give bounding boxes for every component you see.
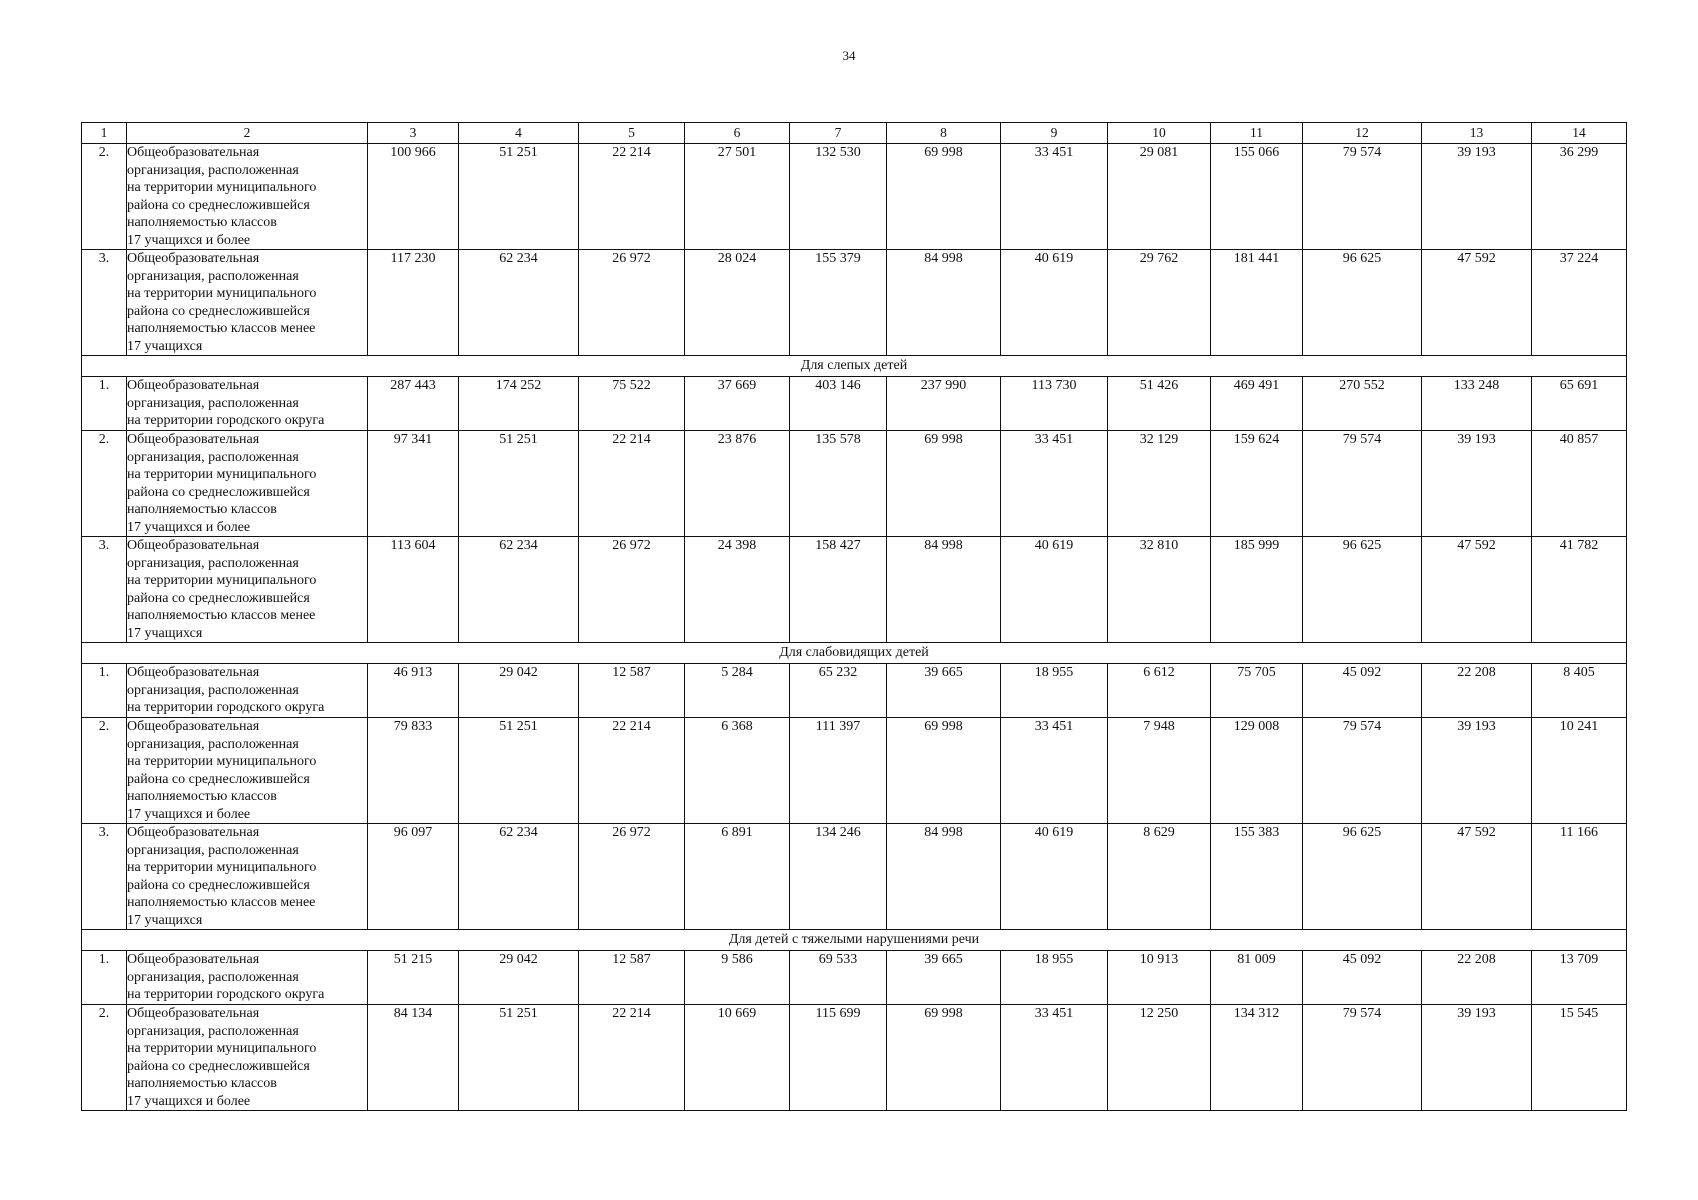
organization-name-line: наполняемостью классов менее [127,608,316,623]
value-cell-col-13: 22 208 [1422,664,1532,718]
organization-name-line: на территории муниципального [127,860,317,875]
value-cell-col-3: 79 833 [368,718,459,824]
column-number-7: 7 [790,123,887,144]
value-cell-col-9: 18 955 [1001,664,1108,718]
value-cell-col-11: 129 008 [1211,718,1303,824]
value-cell-col-5: 12 587 [579,951,685,1005]
organization-name-line: района со среднесложившейся [127,303,310,319]
value-cell-col-8: 39 665 [887,664,1001,718]
organization-name-line: 17 учащихся и более [127,1093,251,1109]
value-cell-col-7: 135 578 [790,431,887,537]
value-cell-col-11: 75 705 [1211,664,1303,718]
organization-name-line: Общеобразовательная [127,1006,260,1021]
section-title: Для слабовидящих детей [82,643,1627,664]
section-title: Для детей с тяжелыми нарушениями речи [82,930,1627,951]
organization-name-line: Общеобразовательная [127,825,260,840]
organization-name-line: организация, расположенная [127,842,299,858]
organization-name-line: наполняемостью классов [127,1076,277,1091]
organization-name-line: организация, расположенная [127,268,299,284]
organization-name-line: на территории городского округа [127,987,325,1002]
value-cell-col-14: 36 299 [1532,144,1627,250]
column-number-4: 4 [459,123,579,144]
value-cell-col-13: 39 193 [1422,431,1532,537]
value-cell-col-9: 33 451 [1001,144,1108,250]
organization-name-line: 17 учащихся [127,625,203,641]
organization-name-line: Общеобразовательная [127,538,260,553]
value-cell-col-12: 96 625 [1303,250,1422,356]
column-number-5: 5 [579,123,685,144]
value-cell-col-9: 40 619 [1001,824,1108,930]
organization-name-line: района со среднесложившейся [127,1058,310,1074]
value-cell-col-9: 40 619 [1001,537,1108,643]
value-cell-col-4: 174 252 [459,377,579,431]
value-cell-col-3: 51 215 [368,951,459,1005]
organization-name-line: 17 учащихся и более [127,232,251,248]
organization-name-line: Общеобразовательная [127,378,260,393]
value-cell-col-6: 10 669 [685,1005,790,1111]
organization-name-line: района со среднесложившейся [127,877,310,893]
table-row [82,718,1627,824]
column-number-2: 2 [127,123,368,144]
value-cell-col-10: 29 081 [1108,144,1211,250]
value-cell-col-6: 24 398 [685,537,790,643]
table-row [82,431,1627,537]
value-cell-col-7: 69 533 [790,951,887,1005]
value-cell-col-5: 75 522 [579,377,685,431]
value-cell-col-13: 47 592 [1422,824,1532,930]
value-cell-col-12: 79 574 [1303,144,1422,250]
organization-name-line: наполняемостью классов менее [127,321,316,336]
table-row [82,250,1627,356]
value-cell-col-4: 29 042 [459,951,579,1005]
value-cell-col-11: 155 066 [1211,144,1303,250]
value-cell-col-12: 45 092 [1303,951,1422,1005]
value-cell-col-6: 5 284 [685,664,790,718]
organization-name-line: 17 учащихся [127,338,203,354]
organization-name [127,250,368,356]
value-cell-col-14: 13 709 [1532,951,1627,1005]
value-cell-col-9: 33 451 [1001,718,1108,824]
value-cell-col-8: 84 998 [887,537,1001,643]
value-cell-col-10: 51 426 [1108,377,1211,431]
column-number-3: 3 [368,123,459,144]
value-cell-col-6: 28 024 [685,250,790,356]
organization-name-line: организация, расположенная [127,1023,299,1039]
value-cell-col-5: 26 972 [579,824,685,930]
organization-name-line: на территории муниципального [127,1041,317,1056]
value-cell-col-6: 6 891 [685,824,790,930]
value-cell-col-10: 12 250 [1108,1005,1211,1111]
organization-name-line: Общеобразовательная [127,665,260,680]
value-cell-col-9: 33 451 [1001,431,1108,537]
value-cell-col-6: 6 368 [685,718,790,824]
value-cell-col-13: 22 208 [1422,951,1532,1005]
value-cell-col-11: 469 491 [1211,377,1303,431]
value-cell-col-3: 96 097 [368,824,459,930]
organization-name-line: на территории городского округа [127,700,325,715]
value-cell-col-11: 185 999 [1211,537,1303,643]
organization-name-line: организация, расположенная [127,555,299,571]
value-cell-col-12: 96 625 [1303,537,1422,643]
value-cell-col-14: 37 224 [1532,250,1627,356]
organization-name-line: Общеобразовательная [127,719,260,734]
table-body [82,144,1627,1111]
value-cell-col-13: 39 193 [1422,1005,1532,1111]
column-number-8: 8 [887,123,1001,144]
value-cell-col-5: 22 214 [579,1005,685,1111]
organization-name [127,144,368,250]
row-index: 1. [82,377,127,431]
value-cell-col-4: 29 042 [459,664,579,718]
value-cell-col-12: 45 092 [1303,664,1422,718]
value-cell-col-5: 22 214 [579,144,685,250]
value-cell-col-7: 155 379 [790,250,887,356]
value-cell-col-10: 10 913 [1108,951,1211,1005]
organization-name [127,951,368,1005]
value-cell-col-8: 69 998 [887,144,1001,250]
table-row [82,664,1627,718]
organization-name-line: Общеобразовательная [127,251,260,266]
organization-name-line: Общеобразовательная [127,145,260,160]
organization-name [127,377,368,431]
value-cell-col-8: 237 990 [887,377,1001,431]
organization-name-line: организация, расположенная [127,969,299,985]
table-row [82,377,1627,431]
value-cell-col-10: 7 948 [1108,718,1211,824]
value-cell-col-4: 51 251 [459,431,579,537]
value-cell-col-4: 51 251 [459,144,579,250]
value-cell-col-4: 51 251 [459,1005,579,1111]
organization-name-line: 17 учащихся [127,912,203,928]
organization-name-line: организация, расположенная [127,736,299,752]
value-cell-col-13: 47 592 [1422,250,1532,356]
organization-name-line: организация, расположенная [127,395,299,411]
organization-name-line: района со среднесложившейся [127,484,310,500]
row-index: 3. [82,537,127,643]
column-number-6: 6 [685,123,790,144]
data-table [81,122,1627,1111]
value-cell-col-6: 37 669 [685,377,790,431]
value-cell-col-7: 111 397 [790,718,887,824]
value-cell-col-8: 39 665 [887,951,1001,1005]
value-cell-col-14: 40 857 [1532,431,1627,537]
value-cell-col-10: 8 629 [1108,824,1211,930]
value-cell-col-7: 65 232 [790,664,887,718]
value-cell-col-6: 23 876 [685,431,790,537]
value-cell-col-9: 18 955 [1001,951,1108,1005]
organization-name [127,664,368,718]
organization-name-line: 17 учащихся и более [127,806,251,822]
organization-name [127,824,368,930]
organization-name [127,718,368,824]
value-cell-col-11: 181 441 [1211,250,1303,356]
value-cell-col-14: 10 241 [1532,718,1627,824]
row-index: 2. [82,718,127,824]
value-cell-col-13: 39 193 [1422,718,1532,824]
page-number: 34 [842,48,856,63]
value-cell-col-7: 403 146 [790,377,887,431]
column-number-14: 14 [1532,123,1627,144]
organization-name-line: наполняемостью классов менее [127,895,316,910]
value-cell-col-4: 62 234 [459,250,579,356]
value-cell-col-13: 39 193 [1422,144,1532,250]
value-cell-col-4: 62 234 [459,537,579,643]
value-cell-col-9: 33 451 [1001,1005,1108,1111]
organization-name-line: организация, расположенная [127,682,299,698]
value-cell-col-10: 29 762 [1108,250,1211,356]
value-cell-col-12: 79 574 [1303,1005,1422,1111]
value-cell-col-8: 69 998 [887,718,1001,824]
table-row [82,951,1627,1005]
value-cell-col-7: 134 246 [790,824,887,930]
organization-name-line: организация, расположенная [127,162,299,178]
value-cell-col-3: 113 604 [368,537,459,643]
value-cell-col-13: 47 592 [1422,537,1532,643]
value-cell-col-11: 134 312 [1211,1005,1303,1111]
table-row [82,537,1627,643]
organization-name-line: района со среднесложившейся [127,197,310,213]
value-cell-col-5: 12 587 [579,664,685,718]
organization-name-line: Общеобразовательная [127,952,260,967]
value-cell-col-9: 113 730 [1001,377,1108,431]
value-cell-col-11: 159 624 [1211,431,1303,537]
value-cell-col-8: 84 998 [887,250,1001,356]
value-cell-col-6: 27 501 [685,144,790,250]
table-row [82,144,1627,250]
value-cell-col-14: 15 545 [1532,1005,1627,1111]
value-cell-col-6: 9 586 [685,951,790,1005]
value-cell-col-12: 96 625 [1303,824,1422,930]
organization-name-line: наполняемостью классов [127,215,277,230]
value-cell-col-5: 26 972 [579,537,685,643]
organization-name-line: наполняемостью классов [127,789,277,804]
value-cell-col-3: 84 134 [368,1005,459,1111]
column-number-10: 10 [1108,123,1211,144]
organization-name [127,537,368,643]
value-cell-col-13: 133 248 [1422,377,1532,431]
column-number-12: 12 [1303,123,1422,144]
value-cell-col-10: 32 129 [1108,431,1211,537]
organization-name-line: на территории муниципального [127,573,317,588]
value-cell-col-5: 22 214 [579,431,685,537]
value-cell-col-7: 158 427 [790,537,887,643]
value-cell-col-14: 8 405 [1532,664,1627,718]
value-cell-col-10: 32 810 [1108,537,1211,643]
row-index: 2. [82,144,127,250]
organization-name-line: наполняемостью классов [127,502,277,517]
organization-name-line: района со среднесложившейся [127,590,310,606]
value-cell-col-3: 100 966 [368,144,459,250]
section-row [82,356,1627,377]
value-cell-col-10: 6 612 [1108,664,1211,718]
row-index: 3. [82,824,127,930]
value-cell-col-14: 11 166 [1532,824,1627,930]
section-title: Для слепых детей [82,356,1627,377]
organization-name-line: на территории муниципального [127,467,317,482]
organization-name [127,1005,368,1111]
value-cell-col-8: 69 998 [887,431,1001,537]
column-number-row [82,123,1627,144]
value-cell-col-5: 22 214 [579,718,685,824]
organization-name-line: на территории муниципального [127,754,317,769]
row-index: 1. [82,951,127,1005]
organization-name-line: района со среднесложившейся [127,771,310,787]
table-row [82,824,1627,930]
value-cell-col-5: 26 972 [579,250,685,356]
table-row [82,1005,1627,1111]
value-cell-col-3: 46 913 [368,664,459,718]
column-number-11: 11 [1211,123,1303,144]
organization-name [127,431,368,537]
row-index: 2. [82,431,127,537]
value-cell-col-12: 270 552 [1303,377,1422,431]
column-number-13: 13 [1422,123,1532,144]
section-row [82,643,1627,664]
value-cell-col-3: 97 341 [368,431,459,537]
row-index: 1. [82,664,127,718]
value-cell-col-14: 41 782 [1532,537,1627,643]
value-cell-col-4: 62 234 [459,824,579,930]
column-number-9: 9 [1001,123,1108,144]
value-cell-col-12: 79 574 [1303,718,1422,824]
value-cell-col-12: 79 574 [1303,431,1422,537]
row-index: 2. [82,1005,127,1111]
organization-name-line: организация, расположенная [127,449,299,465]
organization-name-line: 17 учащихся и более [127,519,251,535]
section-row [82,930,1627,951]
column-number-1: 1 [82,123,127,144]
value-cell-col-4: 51 251 [459,718,579,824]
organization-name-line: на территории муниципального [127,286,317,301]
value-cell-col-11: 155 383 [1211,824,1303,930]
organization-name-line: на территории муниципального [127,180,317,195]
organization-name-line: на территории городского округа [127,413,325,428]
row-index: 3. [82,250,127,356]
value-cell-col-3: 117 230 [368,250,459,356]
value-cell-col-14: 65 691 [1532,377,1627,431]
value-cell-col-7: 115 699 [790,1005,887,1111]
value-cell-col-9: 40 619 [1001,250,1108,356]
value-cell-col-8: 69 998 [887,1005,1001,1111]
value-cell-col-8: 84 998 [887,824,1001,930]
value-cell-col-7: 132 530 [790,144,887,250]
value-cell-col-11: 81 009 [1211,951,1303,1005]
value-cell-col-3: 287 443 [368,377,459,431]
organization-name-line: Общеобразовательная [127,432,260,447]
